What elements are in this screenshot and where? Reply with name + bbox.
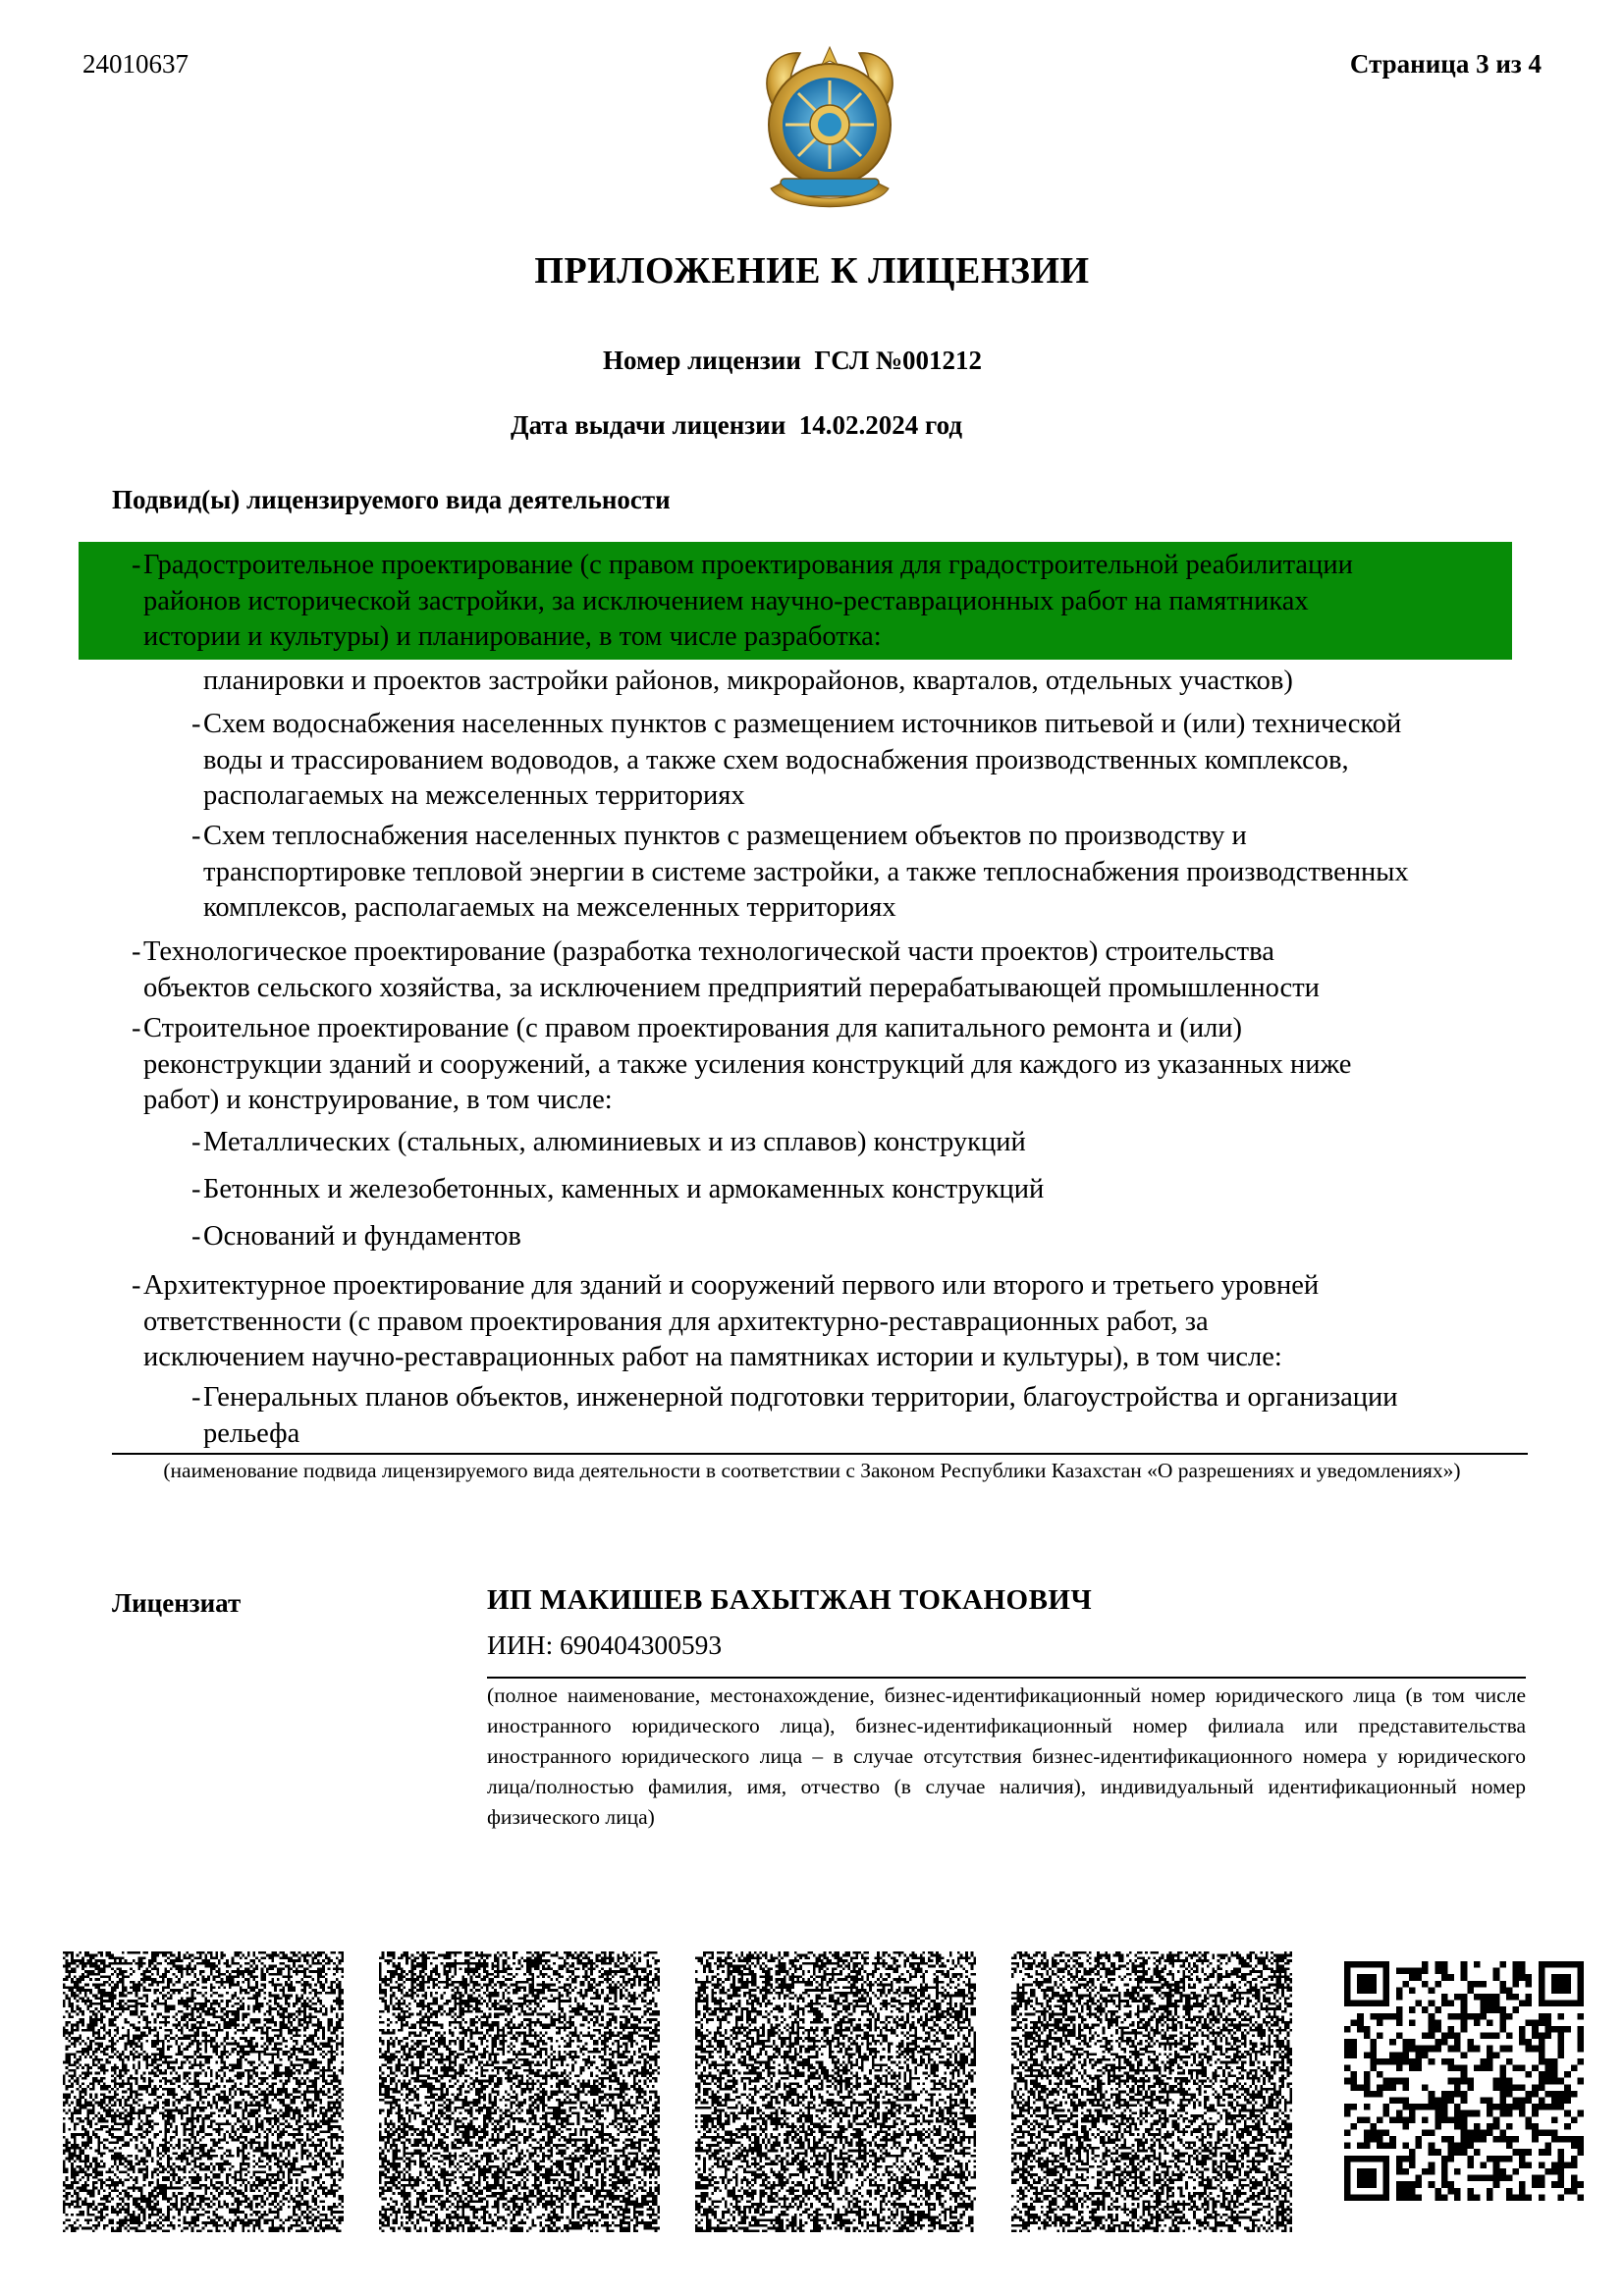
list-dash: -: [191, 1127, 201, 1157]
activity-item: [132, 934, 1320, 1006]
qr-code-icon: [63, 1951, 344, 2232]
activity-line: рельефа: [203, 1417, 300, 1449]
subkinds-caption: (наименование подвида лицензируемого вида деятельности в соответствии с Законом Республики Казахстан «О разрешениях и уведомлениях»): [163, 1459, 1461, 1482]
activity-line: Схем водоснабжения населенных пунктов с размещением источников питьевой и (или) технической: [203, 709, 1402, 739]
activity-line: истории и культуры) и планирование, в том числе разработка:: [143, 621, 882, 652]
activity-item: [191, 819, 1409, 927]
list-dash: -: [132, 936, 141, 967]
list-dash: -: [132, 1270, 141, 1301]
page-title: ПРИЛОЖЕНИЕ К ЛИЦЕНЗИИ: [534, 250, 1090, 292]
activity-line: Строительное проектирование (с правом проектирования для капитального ремонта и (или): [143, 1013, 1243, 1043]
qr-code-icon: [1344, 1961, 1584, 2201]
activity-line: Металлических (стальных, алюминиевых и из сплавов) конструкций: [203, 1127, 1026, 1157]
license-date-label: Дата выдачи лицензии: [511, 410, 786, 440]
activity-item: [191, 707, 1402, 815]
activity-line: ответственности (с правом проектирования для архитектурно-реставрационных работ, за: [143, 1306, 1209, 1337]
license-date: [511, 410, 962, 441]
kazakhstan-state-emblem-icon: [746, 41, 913, 216]
list-dash: -: [191, 1221, 201, 1252]
activity-line: Архитектурное проектирование для зданий и сооружений первого или второго и третьего уровней: [143, 1270, 1320, 1301]
license-number-value: ГСЛ №001212: [814, 346, 983, 375]
list-dash: -: [191, 709, 201, 739]
activity-item: [191, 1125, 1026, 1161]
divider: [487, 1677, 1526, 1679]
activity-line: реконструкции зданий и сооружений, а также усиления конструкций для каждого из указанных ниже: [143, 1048, 1352, 1080]
activity-item: [203, 664, 1293, 700]
list-dash: -: [191, 1174, 201, 1204]
list-dash: -: [191, 1382, 201, 1413]
activity-line: планировки и проектов застройки районов, микрорайонов, кварталов, отдельных участков): [203, 666, 1293, 696]
activity-line: располагаемых на межселенных территориях: [203, 780, 745, 811]
qr-code-icon: [1011, 1951, 1292, 2232]
qr-code-icon: [695, 1951, 976, 2232]
list-dash: -: [132, 1013, 141, 1043]
licensee-name: ИП МАКИШЕВ БАХЫТЖАН ТОКАНОВИЧ: [487, 1584, 1093, 1616]
activity-item: [191, 1380, 1398, 1452]
activity-item: [132, 1011, 1352, 1119]
document-number: 24010637: [82, 49, 189, 79]
list-dash: -: [132, 550, 141, 580]
activity-line: Генеральных планов объектов, инженерной подготовки территории, благоустройства и организации: [203, 1382, 1398, 1413]
licensee-label: Лицензиат: [112, 1588, 242, 1618]
activity-line: воды и трассированием водоводов, а также схем водоснабжения производственных комплексов,: [203, 744, 1349, 775]
activity-line: Схем теплоснабжения населенных пунктов с размещением объектов по производству и: [203, 821, 1247, 851]
activity-line: работ) и конструирование, в том числе:: [143, 1085, 613, 1115]
license-number: [603, 346, 982, 376]
licensee-caption: (полное наименование, местонахождение, бизнес-идентификационный номер юридического лица (в том числе иностранного юридического лица), бизнес-идентификационный номер филиала или представительства иностранного юридического лица – в случае отсутствия бизнес-идентификационного номера у юридического лица/полностью фамилия, имя, отчество (в случае наличия), индивидуальный идентификационный номер физического лица): [487, 1683, 1526, 1829]
activity-item: [191, 1172, 1045, 1208]
activity-line: Оснований и фундаментов: [203, 1221, 521, 1252]
activity-item: [191, 1219, 521, 1255]
licensee-iin: ИИН: 690404300593: [487, 1629, 723, 1660]
license-number-label: Номер лицензии: [603, 346, 801, 375]
activity-line: Технологическое проектирование (разработка технологической части проектов) строительства: [143, 936, 1274, 967]
activity-line: исключением научно-реставрационных работ на памятниках истории и культуры), в том числе:: [143, 1342, 1282, 1372]
qr-code-icon: [379, 1951, 660, 2232]
activity-item: [132, 548, 1353, 656]
activity-line: районов исторической застройки, за исключением научно-реставрационных работ на памятниках: [143, 585, 1309, 616]
subkinds-heading: Подвид(ы) лицензируемого вида деятельности: [112, 485, 671, 514]
activity-line: транспортировке тепловой энергии в системе застройки, а также теплоснабжения производственных: [203, 856, 1409, 887]
divider: [112, 1453, 1528, 1455]
activity-line: Градостроительное проектирование (с правом проектирования для градостроительной реабилитации: [143, 550, 1353, 580]
list-dash: -: [191, 821, 201, 851]
activity-line: объектов сельского хозяйства, за исключением предприятий перерабатывающей промышленности: [143, 972, 1320, 1003]
activity-item: [132, 1268, 1320, 1376]
activity-line: Бетонных и железобетонных, каменных и армокаменных конструкций: [203, 1174, 1045, 1204]
license-date-value: 14.02.2024 год: [798, 410, 962, 440]
activity-line: комплексов, располагаемых на межселенных территориях: [203, 892, 896, 923]
page-indicator: Страница 3 из 4: [1349, 49, 1542, 79]
